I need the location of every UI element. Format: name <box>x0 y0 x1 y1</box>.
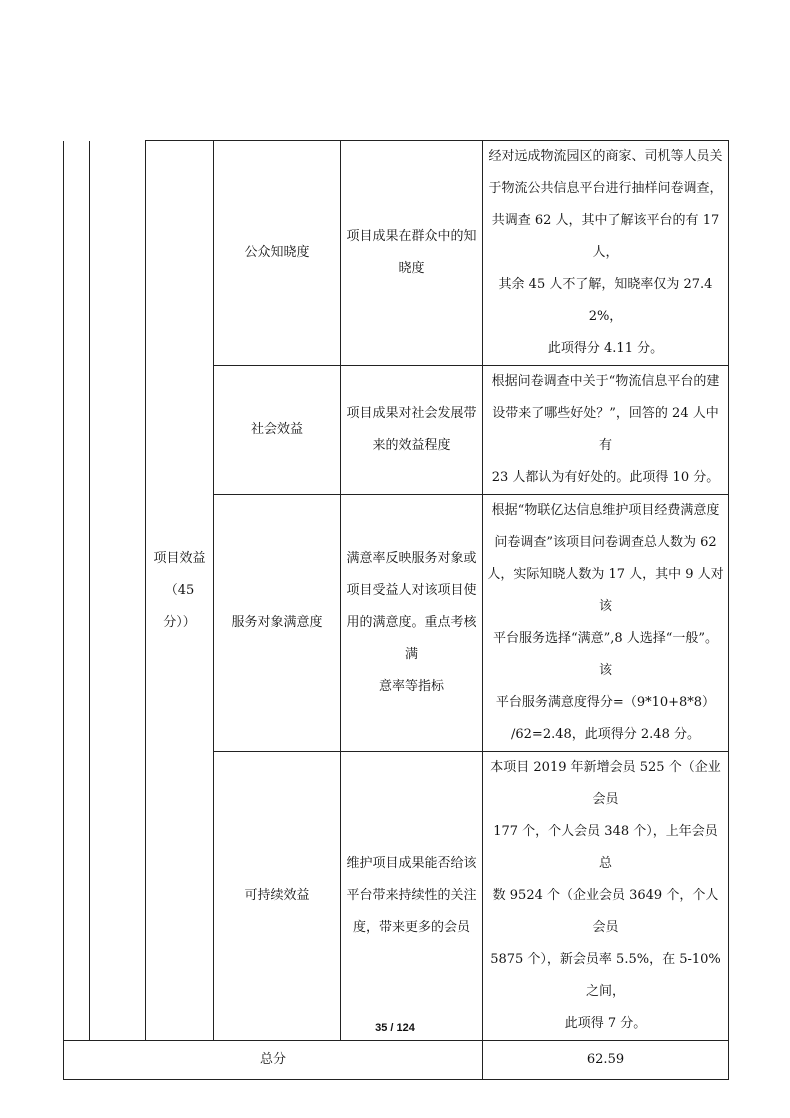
evaluation-cell: 经对远成物流园区的商家、司机等人员关 于物流公共信息平台进行抽样问卷调查， 共调查 62 人，其中了解该平台的有 17 人， 其余 45 人不了解，知晓率仅为 27.42%， 此项得分 4.11 分。 <box>483 141 729 366</box>
indicator-cell: 公众知晓度 <box>214 141 341 366</box>
description-cell: 项目成果对社会发展带 来的效益程度 <box>341 366 483 495</box>
description-cell: 维护项目成果能否给该 平台带来持续性的关注 度，带来更多的会员 <box>341 752 483 1041</box>
evaluation-cell: 本项目 2019 年新增会员 525 个（企业会员 177 个，个人会员 348 个），上年会员总 数 9524 个（企业会员 3649 个，个人会员 5875 个），新会员率 5.5%，在 5-10%之间， 此项得 7 分。 <box>483 752 729 1041</box>
category-cell <box>146 141 214 1041</box>
level2-cell <box>90 141 146 1041</box>
evaluation-cell: 根据“物联亿达信息维护项目经费满意度 问卷调查”该项目问卷调查总人数为 62 人，实际知晓人数为 17 人，其中 9 人对该 平台服务选择“满意”,8 人选择“一般”。该 平台服务满意度得分=（9*10+8*8） /62=2.48，此项得分 2.48 分。 <box>483 495 729 752</box>
page-number: 35 / 124 <box>375 1022 415 1034</box>
table-row <box>64 141 729 366</box>
level1-cell <box>64 141 90 1041</box>
indicator-cell: 社会效益 <box>214 366 341 495</box>
description-cell: 满意率反映服务对象或 项目受益人对该项目使 用的满意度。重点考核满 意率等指标 <box>341 495 483 752</box>
evaluation-cell: 根据问卷调查中关于“物流信息平台的建 设带来了哪些好处？”，回答的 24 人中有 23 人都认为有好处的。此项得 10 分。 <box>483 366 729 495</box>
evaluation-table <box>63 140 729 1080</box>
indicator-cell: 服务对象满意度 <box>214 495 341 752</box>
total-row <box>64 1041 729 1080</box>
total-value: 62.59 <box>483 1041 729 1080</box>
total-label: 总分 <box>64 1041 483 1080</box>
description-cell: 项目成果在群众中的知 晓度 <box>341 141 483 366</box>
indicator-cell: 可持续效益 <box>214 752 341 1041</box>
category-score: （45 分）） <box>163 582 196 630</box>
category-label: 项目效益 <box>153 550 206 566</box>
